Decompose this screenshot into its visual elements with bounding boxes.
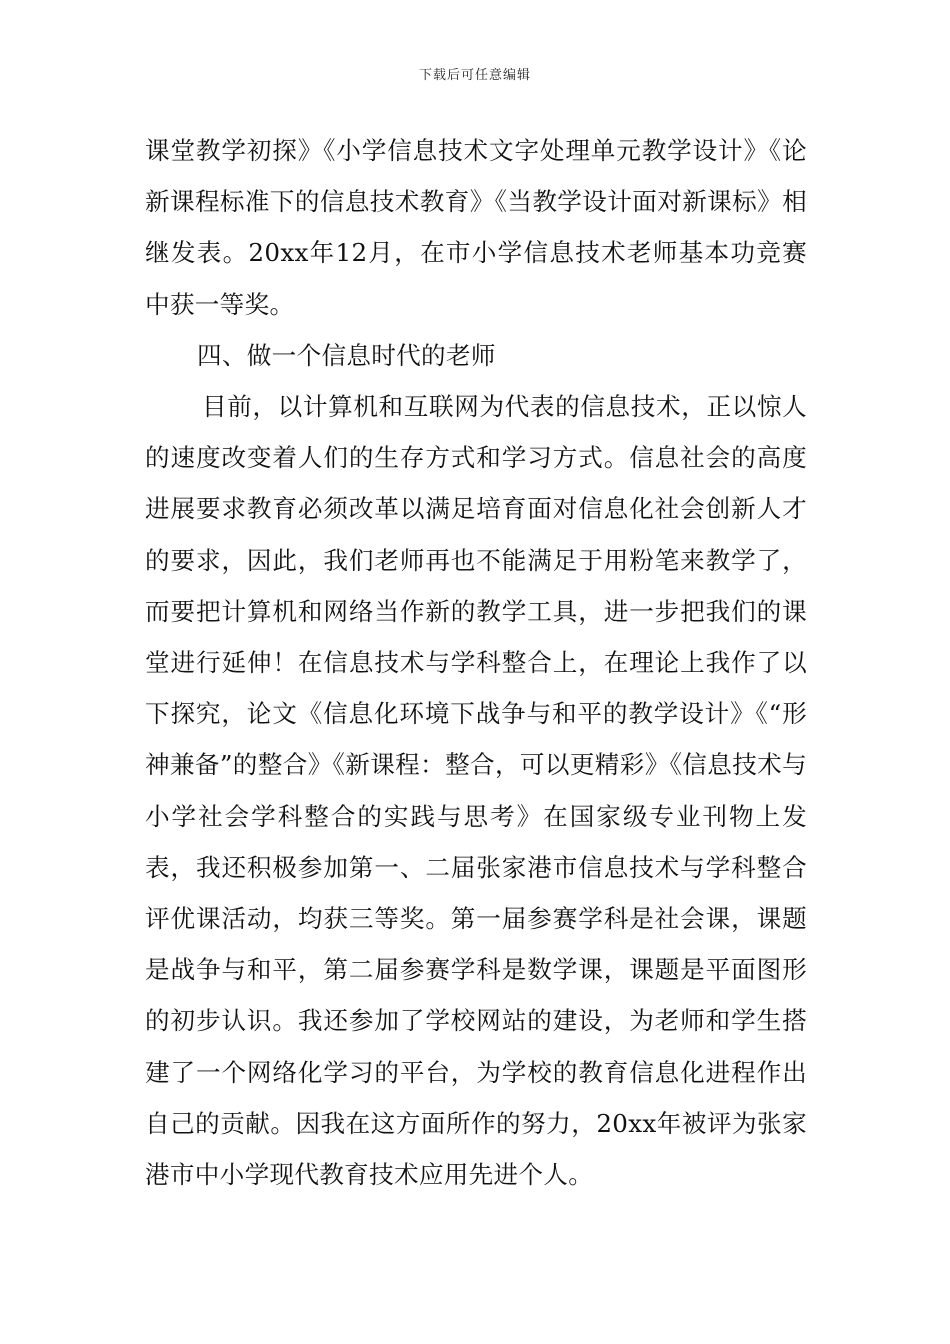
document-body xyxy=(145,125,807,1200)
section-heading: 四、做一个信息时代的老师 xyxy=(197,340,496,370)
page-header-note: 下载后可任意编辑 xyxy=(418,68,531,83)
paragraph-main: 目前，以计算机和互联网为代表的信息技术，正以惊人的速度改变着人们的生存方式和学习方式。信息社会的高度进展要求教育必须改革以满足培育面对信息化社会创新人才的要求，因此，我们老师再也不能满足于用粉笔来教学了，而要把计算机和网络当作新的教学工具，进一步把我们的课堂进行延伸！在信息技术与学科整合上，在理论上我作了以下探究，论文《信息化环境下战争与和平的教学设计》《“形神兼备”的整合》《新课程：整合，可以更精彩》《信息技术与小学社会学科整合的实践与思考》在国家级专业刊物上发表，我还积极参加第一、二届张家港市信息技术与学科整合评优课活动，均获三等奖。第一届参赛学科是社会课，课题是战争与和平，第二届参赛学科是数学课，课题是平面图形的初步认识。我还参加了学校网站的建设，为老师和学生搭建了一个网络化学习的平台，为学校的教育信息化进程作出自己的贡献。因我在这方面所作的努力，20xx年被评为张家港市中小学现代教育技术应用先进个人。 xyxy=(145,392,807,1190)
paragraph-continued: 课堂教学初探》《小学信息技术文字处理单元教学设计》《论新课程标准下的信息技术教育》《当教学设计面对新课标》相继发表。20xx年12月，在市小学信息技术老师基本功竞赛中获一等奖。 xyxy=(145,136,807,319)
